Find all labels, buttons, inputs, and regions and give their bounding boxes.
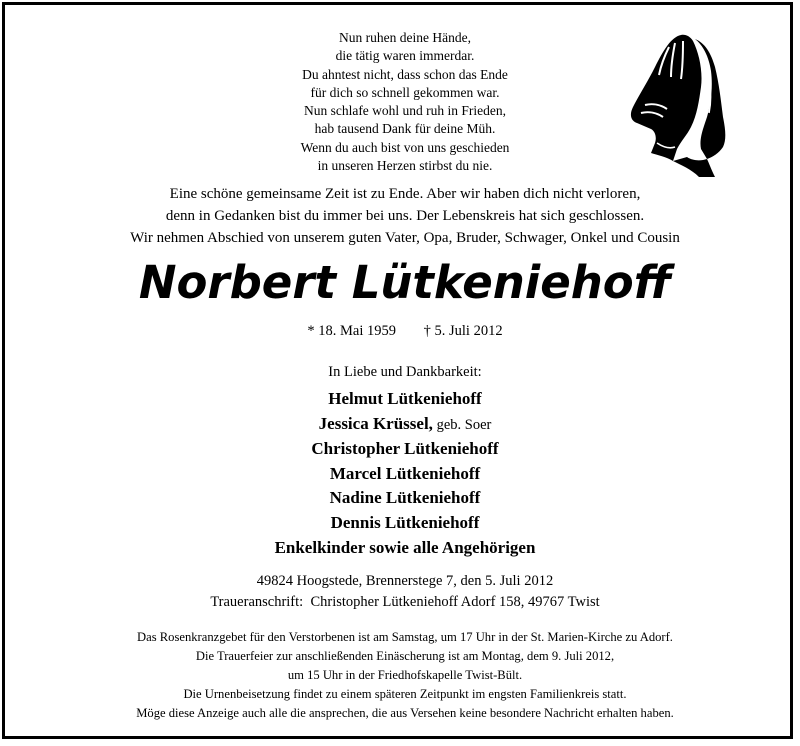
note-line: Möge diese Anzeige auch alle die ansprechen, die aus Versehen keine besondere Nachricht erhalten haben. xyxy=(136,706,674,720)
note-line: Das Rosenkranzgebet für den Verstorbenen ist am Samstag, um 17 Uhr in der St. Marien-Kirche zu Adorf. xyxy=(137,630,673,644)
poem-line: Nun ruhen deine Hände, xyxy=(339,30,471,45)
poem-line: Du ahntest nicht, dass schon das Ende xyxy=(302,66,508,82)
family-member: Marcel Lütkeniehoff xyxy=(329,463,481,483)
note-line: um 15 Uhr in der Friedhofskapelle Twist-Bült. xyxy=(287,668,523,682)
poem-line: für dich so schnell gekommen war. xyxy=(310,84,500,100)
poem-line: Nun schlafe wohl und ruh in Frieden, xyxy=(303,103,507,119)
poem-line: hab tausend Dank für deine Müh. xyxy=(314,121,496,137)
death-date: † 5. Juli 2012 xyxy=(423,323,503,339)
obituary-frame xyxy=(2,2,793,739)
life-dates xyxy=(205,321,605,341)
family-member: Dennis Lütkeniehoff xyxy=(330,512,480,532)
intro-text xyxy=(45,183,765,249)
intro-line: denn in Gedanken bist du immer bei uns. Der Lebenskreis hat sich geschlossen. xyxy=(165,208,645,224)
family-list xyxy=(155,387,655,560)
note-line: Die Trauerfeier zur anschließenden Einäscherung ist am Montag, dem 9. Juli 2012, xyxy=(195,649,615,663)
birth-date: * 18. Mai 1959 xyxy=(307,323,397,339)
family-member: Helmut Lütkeniehoff xyxy=(328,389,482,408)
mourning-address: Traueranschrift: Christopher Lütkeniehoff Adorf 158, 49767 Twist xyxy=(210,594,600,610)
intro-line: Wir nehmen Abschied von unserem guten Vater, Opa, Bruder, Schwager, Onkel und Cousin xyxy=(130,230,680,246)
funeral-notes xyxy=(25,628,785,723)
address-block xyxy=(125,571,685,613)
note-line: Die Urnenbeisetzung findet zu einem späteren Zeitpunkt im engsten Familienkreis statt. xyxy=(183,687,627,701)
family-member: Nadine Lütkeniehoff xyxy=(329,488,481,508)
poem-line: die tätig waren immerdar. xyxy=(335,48,475,64)
maiden-name: geb. Soer xyxy=(432,416,492,433)
dank-label: In Liebe und Dankbarkeit: xyxy=(328,364,482,380)
place-date: 49824 Hoogstede, Brennerstege 7, den 5. Juli 2012 xyxy=(256,573,554,589)
intro-line: Eine schöne gemeinsame Zeit ist zu Ende. Aber wir haben dich nicht verloren, xyxy=(169,186,641,202)
family-member: Enkelkinder sowie alle Angehörigen xyxy=(274,537,536,557)
family-member: Christopher Lütkeniehoff xyxy=(311,439,499,459)
poem xyxy=(215,29,595,175)
poem-line: Wenn du auch bist von uns geschieden xyxy=(300,139,510,155)
deceased-name: Norbert Lütkeniehoff xyxy=(138,256,672,309)
family-member: Jessica Krüssel, geb. Soer xyxy=(318,413,492,433)
poem-line: in unseren Herzen stirbst du nie. xyxy=(317,158,493,174)
praying-hands-icon xyxy=(611,31,741,181)
